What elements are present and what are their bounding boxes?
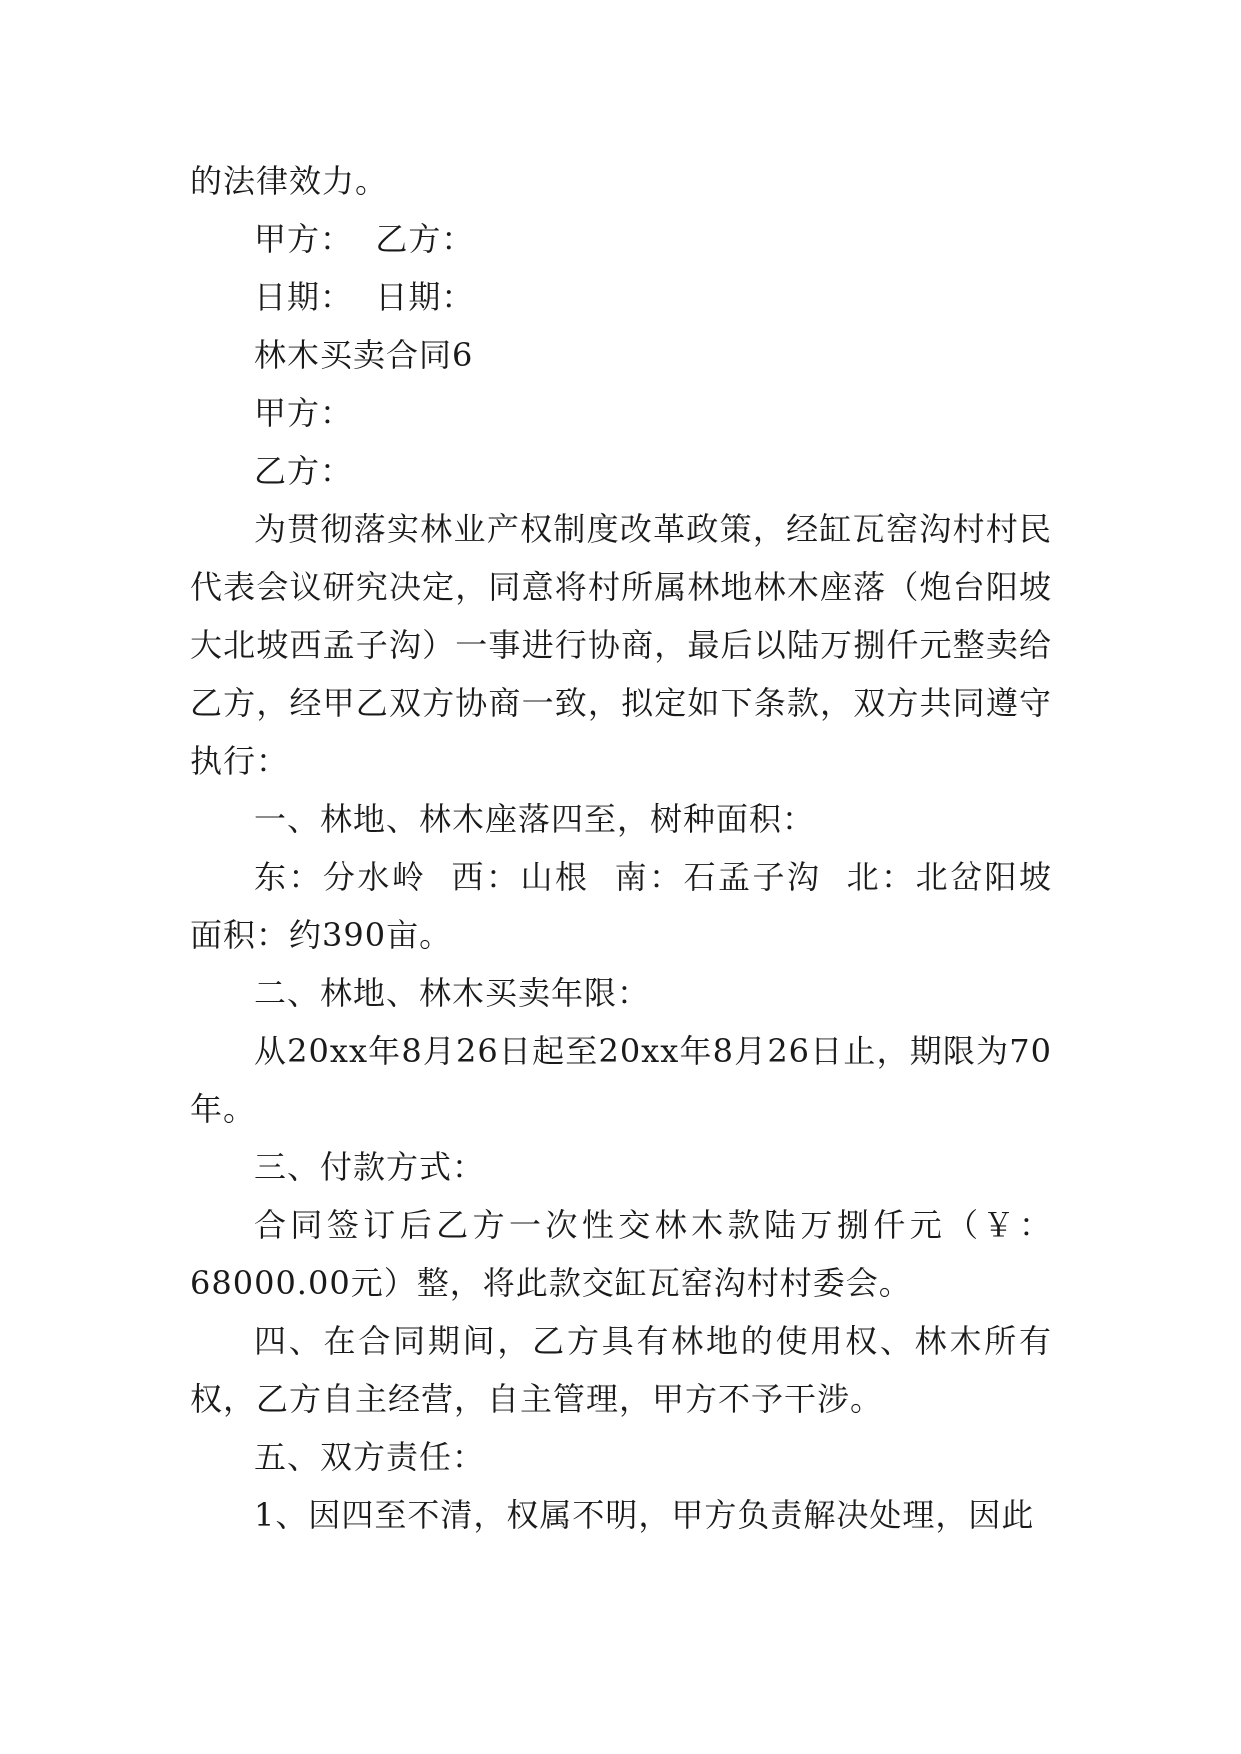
paragraph: 甲方： xyxy=(254,394,354,432)
document-body xyxy=(190,152,1075,1544)
paragraph: 日期： 日期： xyxy=(254,278,475,316)
paragraph: 东：分水岭 西：山根 南：石孟子沟 北：北岔阳坡 面积：约390亩。 xyxy=(190,858,1075,954)
paragraph: 一、林地、林木座落四至，树种面积： xyxy=(254,800,816,838)
paragraph: 合同签订后乙方一次性交林木款陆万捌仟元（￥：68000.00元）整，将此款交缸瓦窑沟村村委会。 xyxy=(190,1206,1052,1302)
paragraph: 三、付款方式： xyxy=(254,1148,486,1186)
paragraph: 五、双方责任： xyxy=(254,1438,486,1476)
paragraph: 四、在合同期间，乙方具有林地的使用权、林木所有权，乙方自主经营，自主管理，甲方不予干涉。 xyxy=(190,1322,1052,1418)
paragraph: 甲方： 乙方： xyxy=(254,220,475,258)
paragraph: 乙方： xyxy=(254,452,354,490)
paragraph: 从20xx年8月26日起至20xx年8月26日止，期限为70年。 xyxy=(190,1032,1052,1128)
paragraph: 为贯彻落实林业产权制度改革政策，经缸瓦窑沟村村民代表会议研究决定，同意将村所属林地林木座落（炮台阳坡大北坡西孟子沟）一事进行协商，最后以陆万捌仟元整卖给乙方，经甲乙双方协商一致，拟定如下条款，双方共同遵守执行： xyxy=(190,510,1052,780)
paragraph: 的法律效力。 xyxy=(190,162,389,200)
paragraph: 二、林地、林木买卖年限： xyxy=(254,974,651,1012)
paragraph: 林木买卖合同6 xyxy=(254,336,474,374)
paragraph: 1、因四至不清，权属不明，甲方负责解决处理，因此 xyxy=(254,1496,1035,1534)
